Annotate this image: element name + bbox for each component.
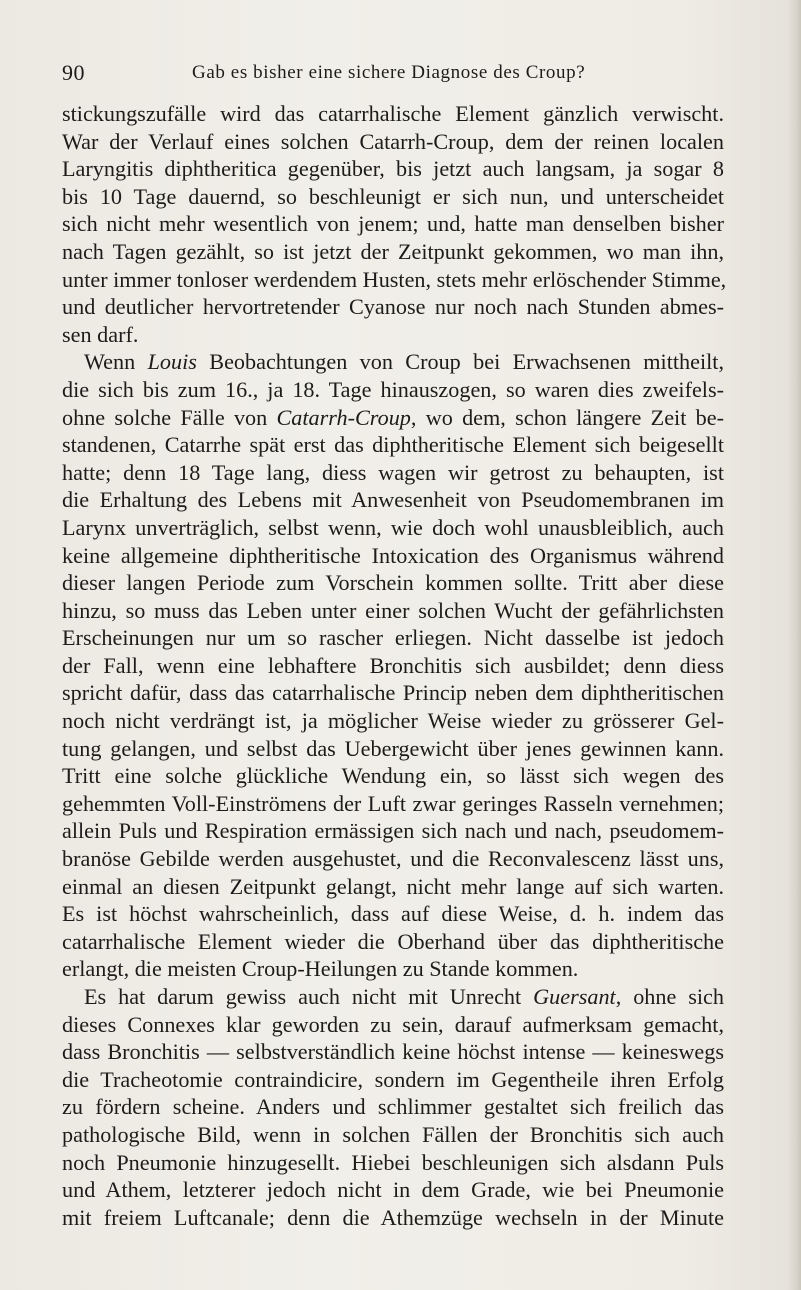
text-line: hatte; denn 18 Tage lang, diess wagen wir getrost zu behaupten, ist	[62, 459, 724, 485]
text-line: noch Pneumonie hinzugesellt. Hiebei beschleunigen sich alsdann Puls	[62, 1149, 724, 1175]
text-line: dieser langen Periode zum Vorschein kommen sollte. Tritt aber diese	[62, 570, 724, 596]
text-line: pathologische Bild, wenn in solchen Fällen der Bronchitis sich auch	[62, 1121, 724, 1147]
text-span: Es hat darum gewiss auch nicht mit Unrecht	[84, 984, 534, 1009]
text-line: War der Verlauf eines solchen Catarrh-Croup, dem der reinen localen	[62, 128, 724, 154]
text-line: dieses Connexes klar geworden zu sein, darauf aufmerksam gemacht,	[62, 1011, 724, 1037]
text-line: erlangt, die meisten Croup-Heilungen zu Stande kommen.	[62, 956, 579, 982]
text-line	[62, 983, 724, 1011]
text-span: Wenn	[84, 349, 148, 375]
text-line: und deutlicher hervortretender Cyanose nur noch nach Stunden abmes-	[62, 294, 724, 320]
text-line: sich nicht mehr wesentlich von jenem; und, hatte man denselben bisher	[62, 211, 724, 237]
text-line: Larynx unverträglich, selbst wenn, wie doch wohl unausbleiblich, auch	[62, 514, 724, 540]
italic-name: Catarrh-Croup	[276, 404, 411, 430]
text-line: die Erhaltung des Lebens mit Anwesenheit von Pseudomembranen im	[62, 487, 724, 513]
text-line: nach Tagen gezählt, so ist jetzt der Zeitpunkt gekommen, wo man ihn,	[62, 238, 724, 264]
text-line: spricht dafür, dass das catarrhalische Princip neben dem diphtheritischen	[62, 680, 724, 706]
text-line: tung gelangen, und selbst das Uebergewicht über jenes gewinnen kann.	[62, 735, 724, 761]
text-line: die sich bis zum 16., ja 18. Tage hinauszogen, so waren dies zweifels-	[62, 376, 724, 402]
text-line: zu fördern scheine. Anders und schlimmer gestaltet sich freilich das	[62, 1094, 724, 1120]
text-line: branöse Gebilde werden ausgehustet, und die Reconvalescenz lässt uns,	[62, 846, 724, 872]
running-title: Gab es bisher eine sichere Diagnose des Croup?	[192, 62, 586, 83]
text-line: keine allgemeine diphtheritische Intoxication des Organismus während	[62, 542, 724, 568]
body-text	[62, 100, 727, 1231]
text-line: Erscheinungen nur um so rascher erliegen. Nicht dasselbe ist jedoch	[62, 625, 724, 651]
text-line: sen darf.	[62, 321, 139, 347]
text-line: mit freiem Luftcanale; denn die Athemzüge wechseln in der Minute	[62, 1204, 724, 1230]
text-line: Laryngitis diphtheritica gegenüber, bis jetzt auch langsam, ja sogar 8	[62, 156, 724, 182]
page-edge-shadow	[787, 0, 801, 1290]
text-line: noch nicht verdrängt ist, ja möglicher Weise wieder zu grösserer Gel-	[62, 708, 724, 734]
text-line: der Fall, wenn eine lebhaftere Bronchitis sich ausbildet; denn diess	[62, 652, 724, 678]
text-line: standenen, Catarrhe spät erst das diphtheritische Element sich beigesellt	[62, 432, 724, 458]
text-line: die Tracheotomie contraindicire, sondern im Gegentheile ihren Erfolg	[62, 1066, 724, 1092]
text-line: allein Puls und Respiration ermässigen sich nach und nach, pseudomem-	[62, 818, 724, 844]
text-line: Es ist höchst wahrscheinlich, dass auf diese Weise, d. h. indem das	[62, 901, 724, 927]
text-line: dass Bronchitis — selbstverständlich keine höchst intense — keineswegs	[62, 1039, 724, 1065]
text-line: einmal an diesen Zeitpunkt gelangt, nicht mehr lange auf sich warten.	[62, 873, 724, 899]
text-line: hinzu, so muss das Leben unter einer solchen Wucht der gefährlichsten	[62, 597, 724, 623]
text-line	[62, 404, 724, 432]
text-span: Beobachtungen von Croup bei Erwachsenen mittheilt,	[196, 349, 725, 375]
italic-name: Louis	[147, 349, 197, 375]
page-number: 90	[62, 60, 85, 85]
text-line: stickungszufälle wird das catarrhalische Element gänzlich verwischt.	[62, 101, 724, 126]
text-line: gehemmten Voll-Einströmens der Luft zwar geringes Rasseln vernehmen;	[62, 790, 724, 816]
text-span: ohne solche Fälle von	[62, 404, 277, 430]
italic-name: Guersant	[533, 984, 616, 1009]
running-head	[62, 60, 724, 92]
text-line: Tritt eine solche glückliche Wendung ein, so lässt sich wegen des	[62, 763, 724, 789]
text-line	[62, 348, 724, 376]
text-span: , ohne sich	[615, 984, 724, 1009]
text-line: unter immer tonloser werdendem Husten, stets mehr erlöschender Stimme,	[62, 266, 727, 292]
text-span: , wo dem, schon längere Zeit be-	[410, 404, 724, 430]
text-line: und Athem, letzterer jedoch nicht in dem Grade, wie bei Pneumonie	[62, 1177, 724, 1203]
text-line: catarrhalische Element wieder die Oberhand über das diphtheritische	[62, 928, 724, 954]
text-line: bis 10 Tage dauernd, so beschleunigt er sich nun, und unterscheidet	[62, 183, 724, 209]
